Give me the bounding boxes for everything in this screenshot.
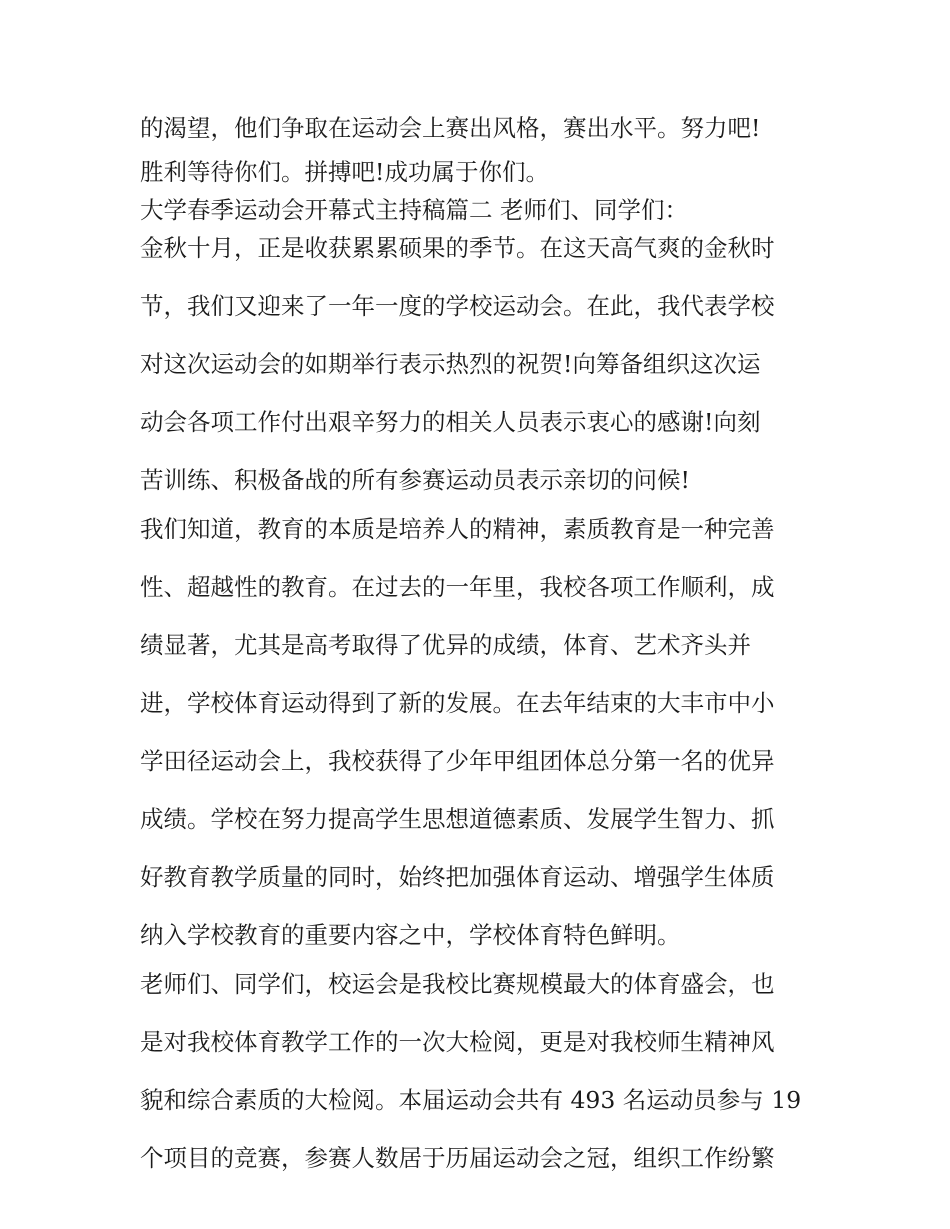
heading-line: 大学春季运动会开幕式主持稿篇二 老师们、同学们： bbox=[140, 196, 688, 224]
text-line: 对这次运动会的如期举行表示热烈的祝贺!向筹备组织这次运 bbox=[140, 350, 761, 378]
text-line: 纳入学校教育的重要内容之中，学校体育特色鲜明。 bbox=[140, 921, 681, 949]
document-body bbox=[140, 106, 820, 1180]
text-line: 成绩。学校在努力提高学生思想道德素质、发展学生智力、抓 bbox=[140, 805, 775, 833]
text-line: 貌和综合素质的大检阅。本届运动会共有 493 名运动员参与 19 bbox=[140, 1086, 802, 1114]
text-line: 学田径运动会上，我校获得了少年甲组团体总分第一名的优异 bbox=[140, 747, 775, 775]
text-line: 节，我们又迎来了一年一度的学校运动会。在此，我代表学校 bbox=[140, 292, 775, 320]
text-line: 苦训练、积极备战的所有参赛运动员表示亲切的问候! bbox=[140, 466, 690, 494]
text-line: 个项目的竞赛，参赛人数居于历届运动会之冠，组织工作纷繁 bbox=[140, 1144, 775, 1172]
text-line: 金秋十月，正是收获累累硕果的季节。在这天高气爽的金秋时 bbox=[140, 234, 775, 262]
text-line: 好教育教学质量的同时，始终把加强体育运动、增强学生体质 bbox=[140, 863, 775, 891]
text-line: 胜利等待你们。拼搏吧!成功属于你们。 bbox=[140, 158, 549, 186]
text-line: 我们知道，教育的本质是培养人的精神，素质教育是一种完善 bbox=[140, 515, 775, 543]
text-line: 的渴望，他们争取在运动会上赛出风格，赛出水平。努力吧! bbox=[140, 114, 761, 142]
text-line: 动会各项工作付出艰辛努力的相关人员表示衷心的感谢!向刻 bbox=[140, 408, 761, 436]
text-line: 进，学校体育运动得到了新的发展。在去年结束的大丰市中小 bbox=[140, 689, 775, 717]
text-line: 性、超越性的教育。在过去的一年里，我校各项工作顺利，成 bbox=[140, 573, 775, 601]
text-line: 是对我校体育教学工作的一次大检阅，更是对我校师生精神风 bbox=[140, 1028, 775, 1056]
text-line: 老师们、同学们，校运会是我校比赛规模最大的体育盛会，也 bbox=[140, 970, 775, 998]
text-line: 绩显著，尤其是高考取得了优异的成绩，体育、艺术齐头并 bbox=[140, 631, 751, 659]
